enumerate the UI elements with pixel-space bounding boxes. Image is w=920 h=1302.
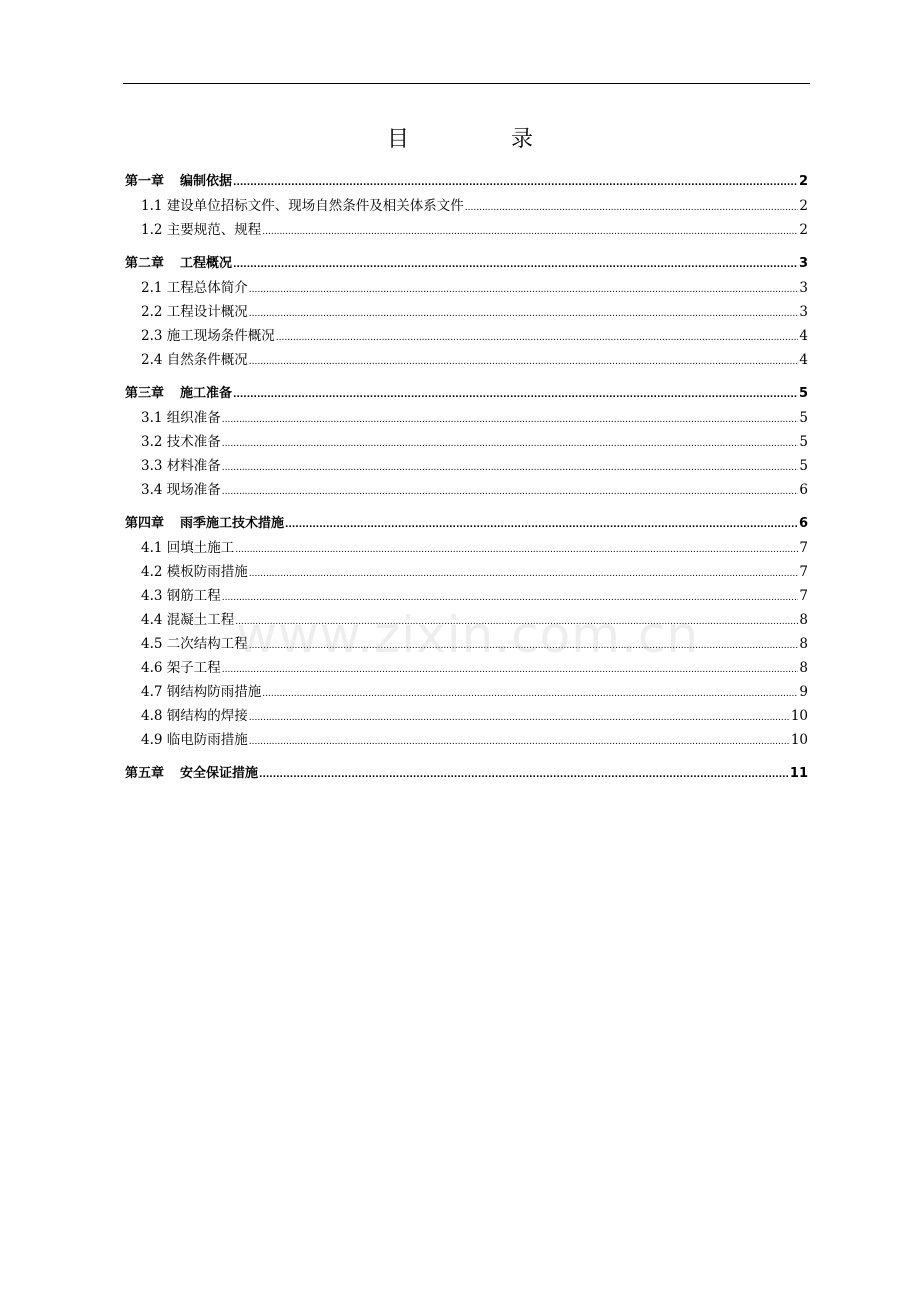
toc-entry-text: 自然条件概况	[166, 352, 248, 368]
toc-entry-label	[141, 454, 221, 478]
toc-entry-text: 编制依据	[180, 174, 233, 189]
toc-dot-leader	[222, 454, 799, 480]
toc-page-number: 2	[799, 222, 808, 238]
toc-entry-label	[141, 348, 248, 372]
toc-dot-leader	[249, 348, 799, 374]
toc-entry-number: 4.7	[141, 684, 163, 700]
toc-entry-number: 第五章	[125, 766, 165, 781]
toc-entry-label	[141, 560, 248, 584]
toc-dot-leader	[249, 632, 799, 658]
toc-entry-number: 4.3	[141, 588, 163, 604]
toc-dot-leader	[222, 406, 799, 432]
toc-entry-number: 4.8	[141, 708, 163, 724]
toc-entry-number: 3.2	[141, 434, 163, 450]
toc-entry-number: 2.4	[141, 352, 163, 368]
toc-entry-number: 3.4	[141, 482, 163, 498]
toc-entry-number: 4.2	[141, 564, 163, 580]
toc-entry-text: 工程设计概况	[166, 304, 248, 320]
toc-page-number: 5	[799, 410, 808, 426]
toc-entry-number: 2.1	[141, 280, 163, 296]
toc-section-entry[interactable]	[125, 656, 808, 680]
toc-dot-leader	[222, 430, 799, 456]
toc-section-entry[interactable]	[125, 560, 808, 584]
toc-entry-label	[125, 382, 232, 406]
toc-dot-leader	[276, 324, 799, 350]
toc-dot-leader	[249, 728, 790, 754]
toc-dot-leader	[249, 704, 790, 730]
toc-entry-number: 2.3	[141, 328, 163, 344]
toc-entry-number: 4.5	[141, 636, 163, 652]
toc-dot-leader	[233, 382, 798, 407]
toc-page-number: 8	[799, 636, 808, 652]
toc-dot-leader	[235, 536, 798, 562]
toc-dot-leader	[233, 252, 798, 277]
toc-entry-number: 4.1	[141, 540, 163, 556]
toc-entry-label	[141, 276, 248, 300]
toc-dot-leader	[222, 584, 799, 610]
toc-chapter-entry[interactable]	[125, 170, 808, 194]
toc-entry-number: 3.3	[141, 458, 163, 474]
toc-section-entry[interactable]	[125, 728, 808, 752]
toc-page-number: 6	[798, 516, 808, 531]
toc-entry-text: 模板防雨措施	[166, 564, 248, 580]
toc-section-entry[interactable]	[125, 478, 808, 502]
toc-entry-text: 工程概况	[180, 256, 233, 271]
toc-chapter-entry[interactable]	[125, 382, 808, 406]
toc-entry-text: 钢结构防雨措施	[166, 684, 262, 700]
toc-chapter-entry[interactable]	[125, 252, 808, 276]
toc-entry-text: 材料准备	[166, 458, 221, 474]
toc-page-number: 6	[799, 482, 808, 498]
toc-entry-number: 第三章	[125, 386, 165, 401]
toc-entry-number: 4.9	[141, 732, 163, 748]
toc-entry-label	[125, 252, 232, 276]
toc-entry-label	[125, 512, 284, 536]
toc-section-entry[interactable]	[125, 430, 808, 454]
toc-dot-leader	[235, 608, 798, 634]
toc-entry-text: 雨季施工技术措施	[180, 516, 285, 531]
toc-entry-number: 第二章	[125, 256, 165, 271]
toc-entry-number: 4.4	[141, 612, 163, 628]
toc-dot-leader	[465, 194, 799, 220]
toc-section-entry[interactable]	[125, 680, 808, 704]
toc-dot-leader	[259, 762, 789, 787]
toc-section-entry[interactable]	[125, 704, 808, 728]
toc-page-number: 4	[799, 328, 808, 344]
toc-entry-text: 施工现场条件概况	[166, 328, 275, 344]
toc-entry-text: 建设单位招标文件、现场自然条件及相关体系文件	[166, 198, 464, 214]
toc-page-number: 7	[799, 588, 808, 604]
toc-entry-label	[141, 704, 248, 728]
toc-entry-text: 安全保证措施	[180, 766, 259, 781]
toc-section-entry[interactable]	[125, 194, 808, 218]
toc-entry-label	[141, 584, 221, 608]
toc-entry-text: 组织准备	[166, 410, 221, 426]
toc-entry-text: 钢结构的焊接	[166, 708, 248, 724]
toc-page-number: 3	[798, 256, 808, 271]
toc-entry-label	[141, 632, 248, 656]
toc-page-number: 7	[799, 564, 808, 580]
toc-entry-text: 施工准备	[180, 386, 233, 401]
toc-dot-leader	[249, 560, 799, 586]
table-of-contents	[125, 170, 808, 786]
toc-page-number: 3	[799, 304, 808, 320]
toc-entry-text: 临电防雨措施	[166, 732, 248, 748]
toc-page-number: 5	[799, 458, 808, 474]
toc-entry-label	[141, 324, 275, 348]
toc-chapter-entry[interactable]	[125, 762, 808, 786]
toc-page-number: 8	[799, 612, 808, 628]
toc-dot-leader	[285, 512, 798, 537]
toc-page-number: 8	[799, 660, 808, 676]
toc-dot-leader	[222, 656, 799, 682]
toc-page-number: 10	[790, 732, 808, 748]
toc-entry-number: 1.2	[141, 222, 163, 238]
toc-entry-text: 回填土施工	[166, 540, 235, 556]
toc-section-entry[interactable]	[125, 218, 808, 242]
toc-page-number: 4	[799, 352, 808, 368]
toc-page-number: 11	[789, 766, 808, 781]
toc-entry-label	[125, 170, 232, 194]
toc-entry-label	[141, 218, 261, 242]
toc-entry-number: 2.2	[141, 304, 163, 320]
toc-entry-label	[141, 656, 221, 680]
toc-entry-number: 3.1	[141, 410, 163, 426]
toc-entry-label	[141, 406, 221, 430]
toc-section-entry[interactable]	[125, 300, 808, 324]
watermark-text: www.zixin.com.cn	[236, 606, 700, 664]
toc-entry-label	[141, 430, 221, 454]
toc-section-entry[interactable]	[125, 324, 808, 348]
toc-entry-number: 1.1	[141, 198, 163, 214]
toc-page-number: 2	[798, 174, 808, 189]
toc-chapter-entry[interactable]	[125, 512, 808, 536]
toc-entry-label	[141, 680, 261, 704]
toc-section-entry[interactable]	[125, 406, 808, 430]
header-rule	[123, 83, 810, 84]
toc-entry-label	[141, 478, 221, 502]
toc-entry-number: 第四章	[125, 516, 165, 531]
toc-dot-leader	[262, 680, 798, 706]
toc-section-entry[interactable]	[125, 584, 808, 608]
toc-entry-label	[141, 608, 234, 632]
toc-section-entry[interactable]	[125, 632, 808, 656]
toc-section-entry[interactable]	[125, 276, 808, 300]
toc-entry-text: 工程总体简介	[166, 280, 248, 296]
toc-page-number: 5	[799, 434, 808, 450]
toc-title: 目 录	[386, 127, 573, 152]
toc-entry-text: 技术准备	[166, 434, 221, 450]
toc-section-entry[interactable]	[125, 454, 808, 478]
toc-entry-label	[125, 762, 258, 786]
toc-dot-leader	[222, 478, 799, 504]
toc-entry-text: 混凝土工程	[166, 612, 235, 628]
toc-entry-number: 4.6	[141, 660, 163, 676]
toc-entry-text: 二次结构工程	[166, 636, 248, 652]
toc-entry-label	[141, 300, 248, 324]
toc-dot-leader	[233, 170, 798, 195]
toc-entry-label	[141, 194, 464, 218]
toc-page-number: 2	[799, 198, 808, 214]
toc-entry-text: 钢筋工程	[166, 588, 221, 604]
toc-entry-label	[141, 728, 248, 752]
toc-dot-leader	[262, 218, 798, 244]
toc-entry-text: 架子工程	[166, 660, 221, 676]
toc-dot-leader	[249, 276, 799, 302]
toc-section-entry[interactable]	[125, 536, 808, 560]
toc-page-number: 10	[790, 708, 808, 724]
toc-page-number: 5	[798, 386, 808, 401]
toc-entry-label	[141, 536, 234, 560]
toc-entry-text: 现场准备	[166, 482, 221, 498]
toc-page-number: 9	[799, 684, 808, 700]
toc-section-entry[interactable]	[125, 608, 808, 632]
toc-section-entry[interactable]	[125, 348, 808, 372]
toc-page-number: 7	[799, 540, 808, 556]
toc-entry-number: 第一章	[125, 174, 165, 189]
toc-dot-leader	[249, 300, 799, 326]
toc-page-number: 3	[799, 280, 808, 296]
toc-entry-text: 主要规范、规程	[166, 222, 262, 238]
